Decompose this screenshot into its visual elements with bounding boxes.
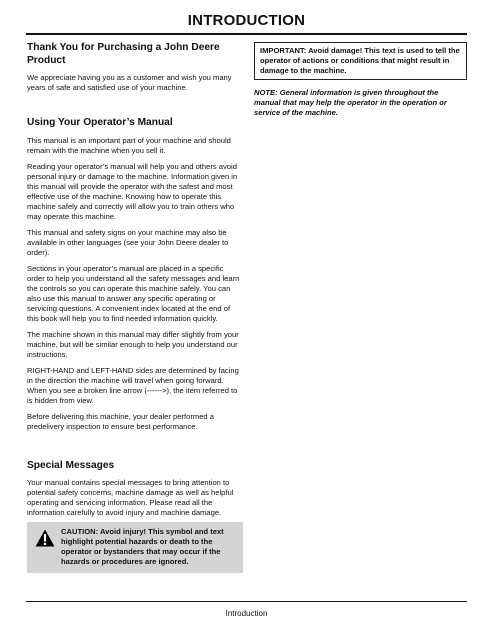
page-title: INTRODUCTION	[187, 12, 306, 29]
section-special-messages	[27, 460, 242, 519]
section-heading-special-messages: Special Messages	[27, 459, 115, 471]
paragraph: We appreciate having you as a customer and wish you many years of safe and satisfied use of your machine.	[27, 73, 232, 92]
section-using-manual	[27, 117, 242, 432]
footer-section-label: Introduction	[225, 609, 268, 618]
note-text: NOTE: General information is given throughout the manual that may help the operator in the operation or service of the machine.	[254, 88, 447, 117]
paragraph: Sections in your operator’s manual are placed in a specific order to help you understand all the safety messages and learn the controls so you can operate this machine safely. You can also use this manual to answer any specific operating or servicing questions. A convenient index located at the end of this book will help you to find needed information quickly.	[27, 263, 240, 323]
section-thank-you	[27, 42, 242, 93]
paragraph: Your manual contains special messages to bring attention to potential safety concerns, machine damage as well as helpful operating and servicing information. Please read all the information carefully to avoid injury and machine damage.	[27, 478, 234, 517]
right-column	[254, 42, 467, 118]
paragraph: Before delivering this machine, your dealer performed a predelivery inspection to ensure best performance.	[27, 411, 214, 431]
section-heading-thank-you: Thank You for Purchasing a John Deere Product	[27, 42, 220, 66]
caution-box	[27, 522, 243, 573]
section-heading-using-manual: Using Your Operator’s Manual	[27, 117, 173, 128]
paragraph: The machine shown in this manual may differ slightly from your machine, but will be similar enough to help you understand our instructions.	[27, 329, 239, 359]
header-divider	[26, 33, 467, 35]
footer-divider	[26, 601, 467, 602]
paragraph: This manual and safety signs on your machine may also be available in other languages (see your John Deere dealer to order).	[27, 227, 229, 257]
paragraph: RIGHT-HAND and LEFT-HAND sides are determined by facing in the direction the machine will travel when going forward. When you see a broken line arrow (------>), the item referred to is hidden from view.	[27, 365, 239, 405]
warning-triangle-icon	[35, 529, 55, 547]
important-box: IMPORTANT: Avoid damage! This text is used to tell the operator of actions or conditions that might result in damage to the machine.	[254, 42, 467, 80]
caution-text: CAUTION: Avoid injury! This symbol and text highlight potential hazards or death to the operator or bystanders that may occur if the hazards or procedures are ignored.	[61, 527, 224, 566]
left-column	[27, 42, 242, 524]
paragraph: Reading your operator’s manual will help you and others avoid personal injury or damage to the machine. Information given in this manual will provide the operator with the safest and most effective use of the machine. Knowing how to operate this machine safely and correctly will allow you to train others who may operate this machine.	[27, 161, 238, 221]
paragraph: This manual is an important part of your machine and should remain with the machine when you sell it.	[27, 135, 231, 155]
